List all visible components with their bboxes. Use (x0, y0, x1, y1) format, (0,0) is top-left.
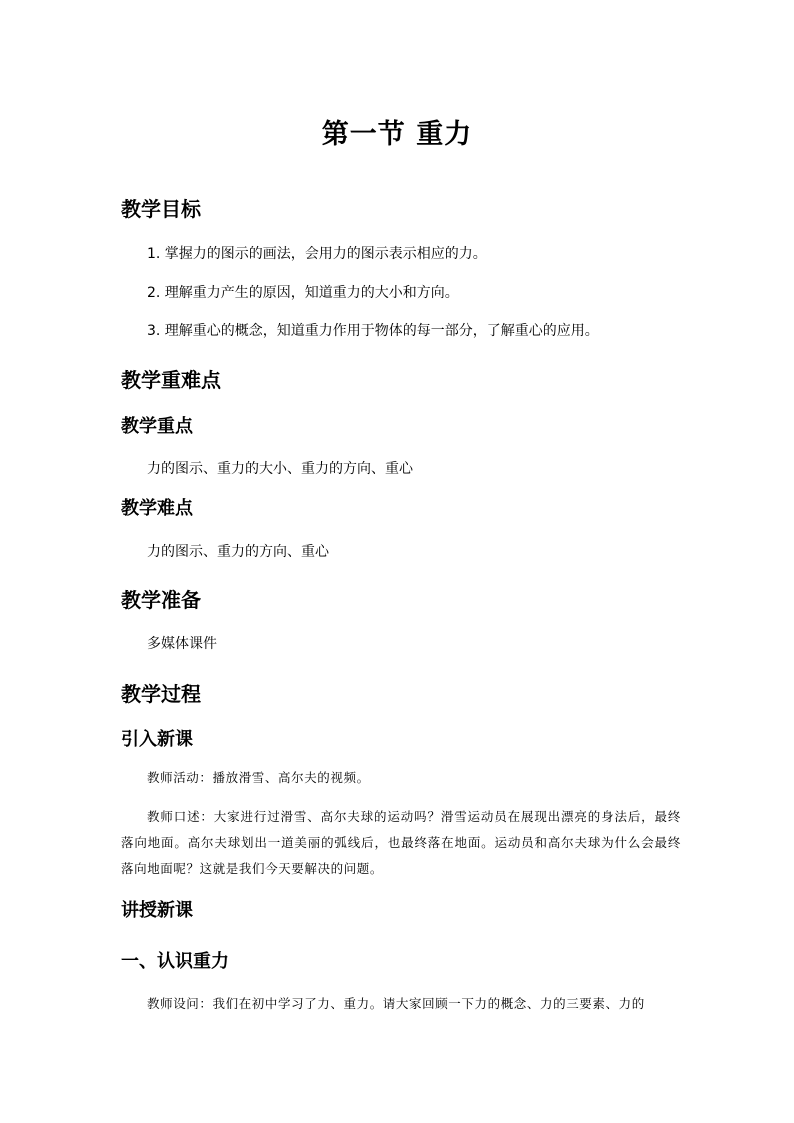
heading-key-points: 教学重难点 (121, 368, 221, 392)
heading-preparation: 教学准备 (121, 588, 201, 612)
preparation-text: 多媒体课件 (147, 636, 217, 652)
heading-lecture: 讲授新课 (121, 900, 193, 921)
objective-item-3: 3. 理解重心的概念，知道重力作用于物体的每一部分，了解重心的应用。 (147, 323, 599, 339)
heading-focus: 教学重点 (121, 416, 193, 437)
heading-objectives: 教学目标 (121, 197, 201, 221)
section-1-paragraph: 教师设问：我们在初中学习了力、重力。请大家回顾一下力的概念、力的三要素、力的 (147, 996, 645, 1011)
objective-item-2: 2. 理解重力产生的原因，知道重力的大小和方向。 (147, 285, 459, 301)
intro-paragraph-1: 教师活动：播放滑雪、高尔夫的视频。 (147, 770, 370, 785)
intro-paragraph-2: 教师口述：大家进行过滑雪、高尔夫球的运动吗？滑雪运动员在展现出漂亮的身法后，最终落向地面。高尔夫球划出一道美丽的弧线后，也最终落在地面。运动员和高尔夫球为什么会最终落向地面呢？这就是我们今天要解决的问题。 (121, 809, 681, 876)
focus-text: 力的图示、重力的大小、重力的方向、重心 (147, 461, 413, 477)
page-title: 第一节 重力 (321, 119, 473, 150)
heading-process: 教学过程 (121, 682, 201, 706)
heading-difficulty: 教学难点 (121, 498, 193, 519)
heading-section-1: 一、认识重力 (121, 951, 229, 972)
heading-intro: 引入新课 (121, 729, 193, 750)
difficulty-text: 力的图示、重力的方向、重心 (147, 544, 329, 560)
objective-item-1: 1. 掌握力的图示的画法，会用力的图示表示相应的力。 (147, 246, 487, 262)
